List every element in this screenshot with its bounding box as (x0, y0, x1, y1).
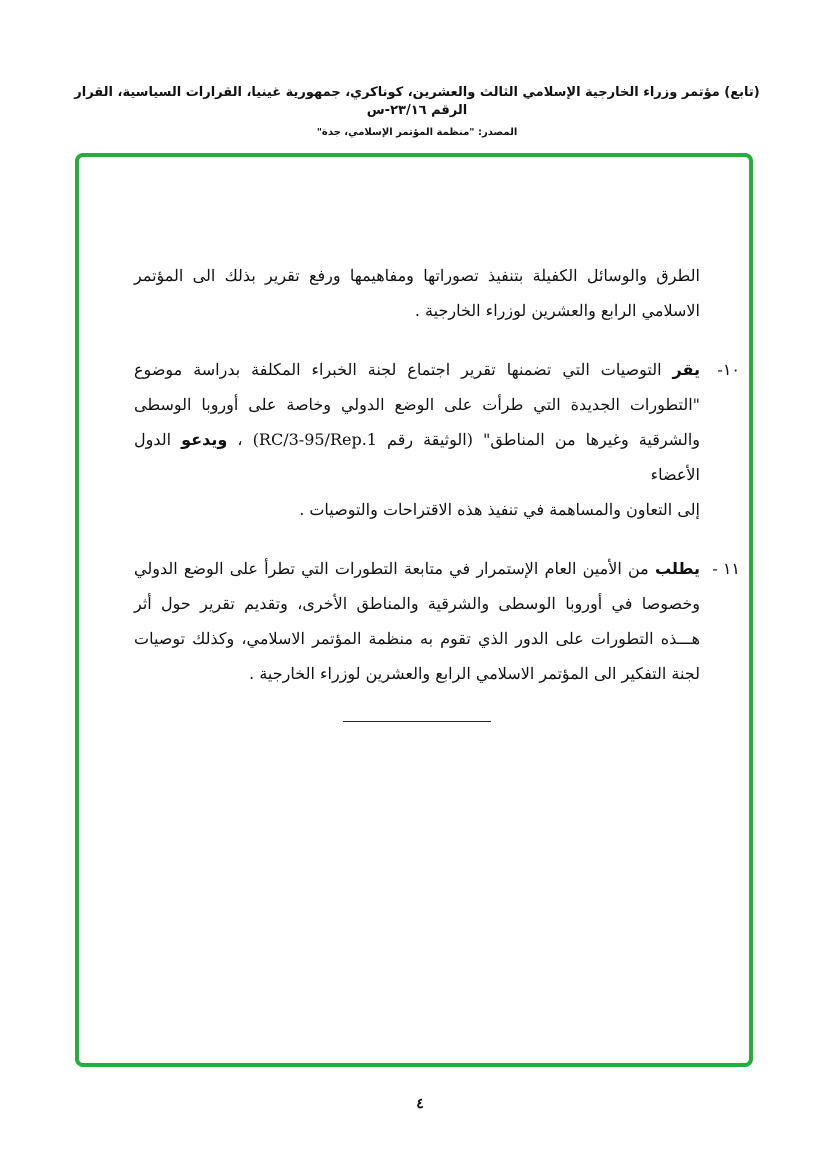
document-body (134, 258, 740, 722)
item-verb: يطلب (654, 559, 701, 578)
item-verb: ويدعو (181, 430, 228, 449)
item-10-line: "التطورات الجديدة التي طرأت على الوضع الدولي وخاصة على أوروبا الوسطى (134, 395, 701, 414)
paragraph-continuation (134, 258, 700, 328)
item-10-line (134, 352, 700, 387)
item-11-line: وخصوصا في أوروبا الوسطى والشرقية والمناطق الأخرى، وتقديم تقرير حول أثر (134, 594, 700, 613)
item-number: ١١ - (712, 559, 740, 578)
item-11-line (134, 551, 700, 586)
item-10-line (134, 422, 700, 492)
document-source: المصدر: "منظمة المؤتمر الإسلامي، جدة" (316, 127, 518, 138)
paragraph-line: الاسلامي الرابع والعشرين لوزراء الخارجية . (414, 301, 700, 320)
item-10 (134, 352, 740, 527)
item-text: والشرقية وغيرها من المناطق" (الوثيقة رقم RC/3-95/Rep.1) ، (237, 430, 701, 449)
item-text: التوصيات التي تضمنها تقرير اجتماع لجنة الخبراء المكلفة بدراسة موضوع (134, 360, 662, 379)
page-number: ٤ (416, 1096, 424, 1112)
item-text: الدول الأعضاء (134, 430, 700, 484)
item-text: من الأمين العام الإستمرار في متابعة التطورات التي تطرأ على الوضع الدولي (134, 559, 649, 578)
item-verb: يقر (672, 360, 700, 379)
separator-line (343, 721, 491, 722)
paragraph-line: الطرق والوسائل الكفيلة بتنفيذ تصوراتها ومفاهيمها ورفع تقرير بذلك الى المؤتمر (134, 266, 700, 285)
document-header-title: (تابع) مؤتمر وزراء الخارجية الإسلامي الثالث والعشرين، كوناكري، جمهورية غينيا، القرارات السياسية، القرار الرقم ٢٣/١٦-س (74, 85, 760, 118)
document-header (70, 84, 764, 140)
item-10-line: إلى التعاون والمساهمة في تنفيذ هذه الاقتراحات والتوصيات . (299, 500, 700, 519)
item-11-line: لجنة التفكير الى المؤتمر الاسلامي الرابع والعشرين لوزراء الخارجية . (249, 664, 700, 683)
item-number: ١٠- (717, 360, 740, 379)
item-11 (134, 551, 740, 691)
item-11-line: هـــذه التطورات على الدور الذي تقوم به منظمة المؤتمر الاسلامي، وكذلك توصيات (134, 629, 700, 648)
